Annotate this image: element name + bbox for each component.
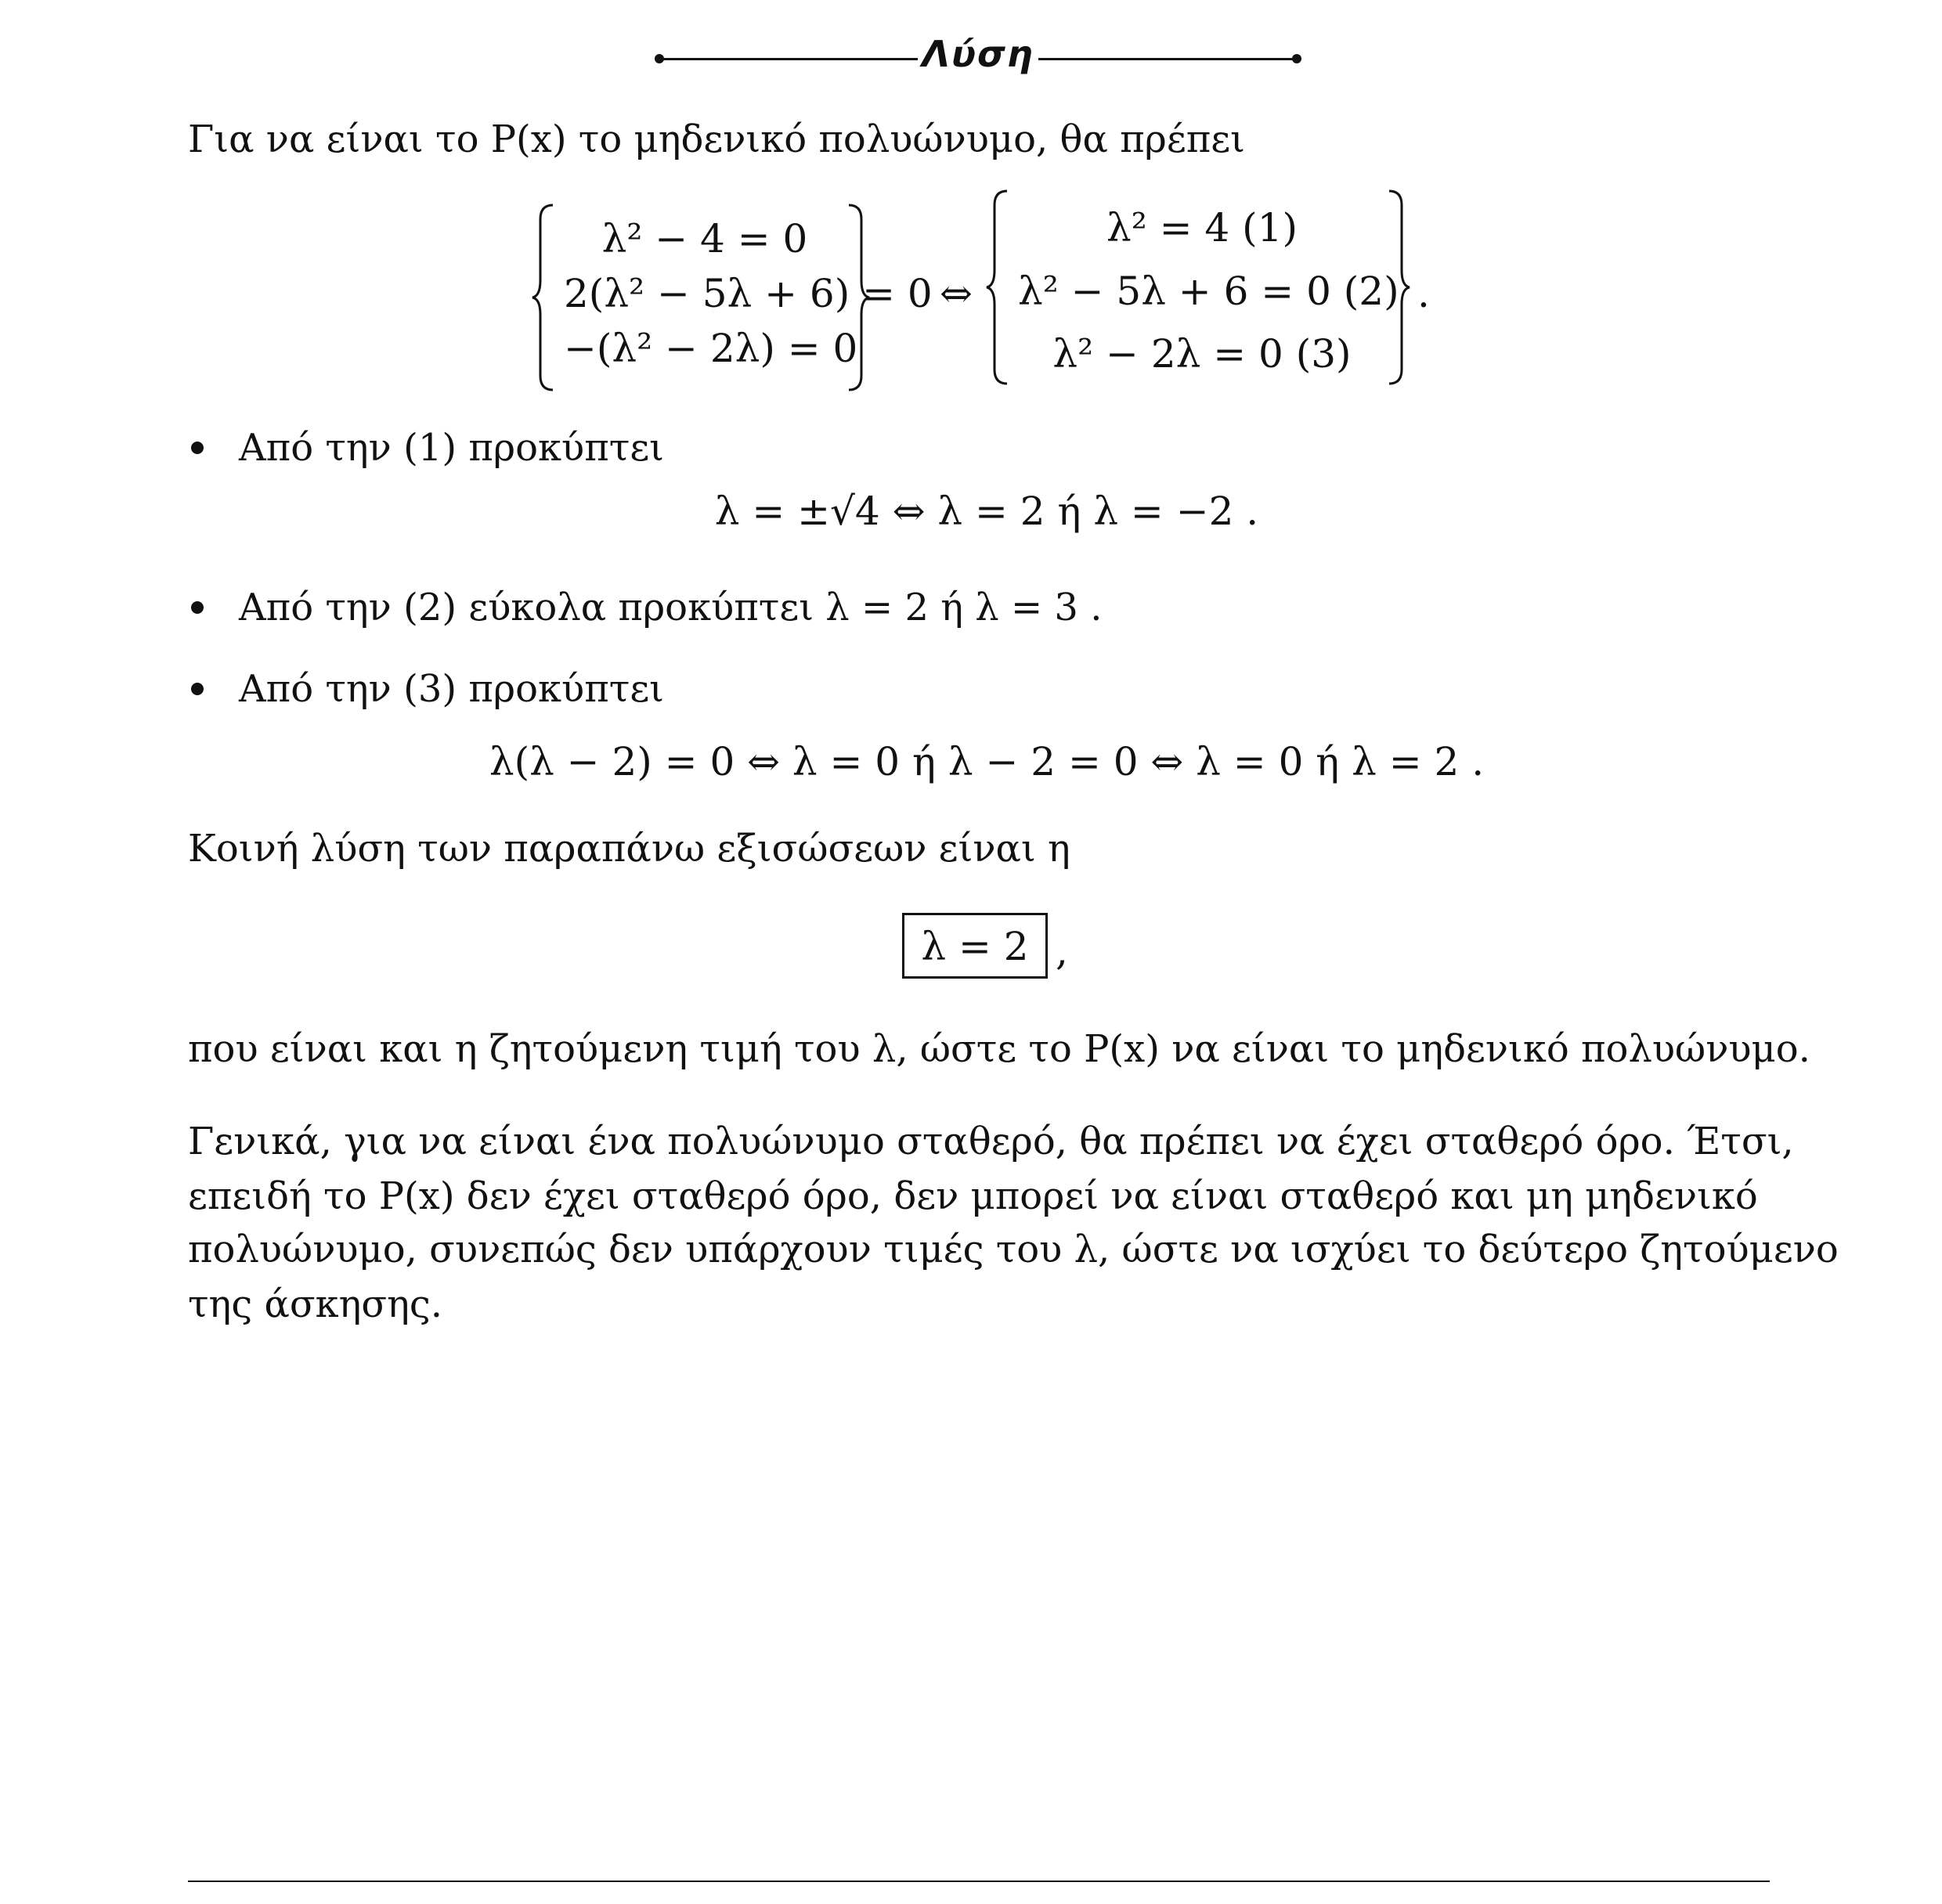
footer-rule xyxy=(188,1881,1770,1882)
ornament-dot-right xyxy=(1292,54,1301,63)
bullet-3-equation: λ(λ − 2) = 0 ⇔ λ = 0 ή λ − 2 = 0 ⇔ λ = 0 ή λ = 2 . xyxy=(489,739,1485,784)
final-paragraph-line-1: Γενικά, για να είναι ένα πολυώνυμο σταθερό, θα πρέπει να έχει σταθερό όρο. Έτσι, xyxy=(188,1120,1794,1163)
left-eq-1: λ² − 4 = 0 xyxy=(601,216,808,261)
right-eq-1: λ² = 4 (1) xyxy=(1106,205,1298,251)
boxed-answer: λ = 2 xyxy=(921,924,1029,969)
heading-title: Λύση xyxy=(922,33,1034,75)
left-eq-3: −(λ² − 2λ) = 0 xyxy=(564,326,858,371)
right-brace-open xyxy=(987,189,1010,385)
left-brace-open xyxy=(532,204,556,391)
equation-system xyxy=(532,196,1441,391)
right-eq-2: λ² − 5λ + 6 = 0 (2) xyxy=(1018,269,1399,314)
bullet-text-3: Από την (3) προκύπτει xyxy=(239,667,664,711)
system-period: . xyxy=(1417,271,1430,316)
intro-text: Για να είναι το P(x) το μηδενικό πολυώνυμο, θα πρέπει xyxy=(188,117,1245,161)
boxed-answer-frame xyxy=(902,913,1048,979)
after-box-text: που είναι και η ζητούμενη τιμή του λ, ώστε το P(x) να είναι το μηδενικό πολυώνυμο. xyxy=(188,1027,1810,1071)
bullet-marker-3 xyxy=(191,683,204,695)
final-paragraph-line-3: πολυώνυμο, συνεπώς δεν υπάρχουν τιμές του λ, ώστε να ισχύει το δεύτερο ζητούμενο xyxy=(188,1228,1839,1271)
left-brace-close xyxy=(846,204,869,391)
bullet-1-equation: λ = ±√4 ⇔ λ = 2 ή λ = −2 . xyxy=(714,489,1259,534)
final-paragraph-line-4: της άσκησης. xyxy=(188,1282,443,1326)
common-solution-text: Κοινή λύση των παραπάνω εξισώσεων είναι η xyxy=(188,827,1070,871)
final-paragraph-line-2: επειδή το P(x) δεν έχει σταθερό όρο, δεν μπορεί να είναι σταθερό και μη μηδενικό xyxy=(188,1174,1758,1218)
right-eq-3: λ² − 2λ = 0 (3) xyxy=(1052,331,1352,377)
solution-heading xyxy=(655,30,1301,85)
boxed-answer-comma: , xyxy=(1056,929,1068,974)
bullet-text-1: Από την (1) προκύπτει xyxy=(239,426,664,470)
right-brace-close xyxy=(1386,189,1410,385)
ornament-line-right xyxy=(1038,58,1297,60)
left-eq-2: 2(λ² − 5λ + 6) = 0 xyxy=(564,271,933,316)
bullet-marker-1 xyxy=(191,442,204,454)
equivalence-symbol: ⇔ xyxy=(940,271,973,316)
bullet-marker-2 xyxy=(191,601,204,614)
bullet-text-2: Από την (2) εύκολα προκύπτει λ = 2 ή λ = 3 . xyxy=(239,586,1103,629)
